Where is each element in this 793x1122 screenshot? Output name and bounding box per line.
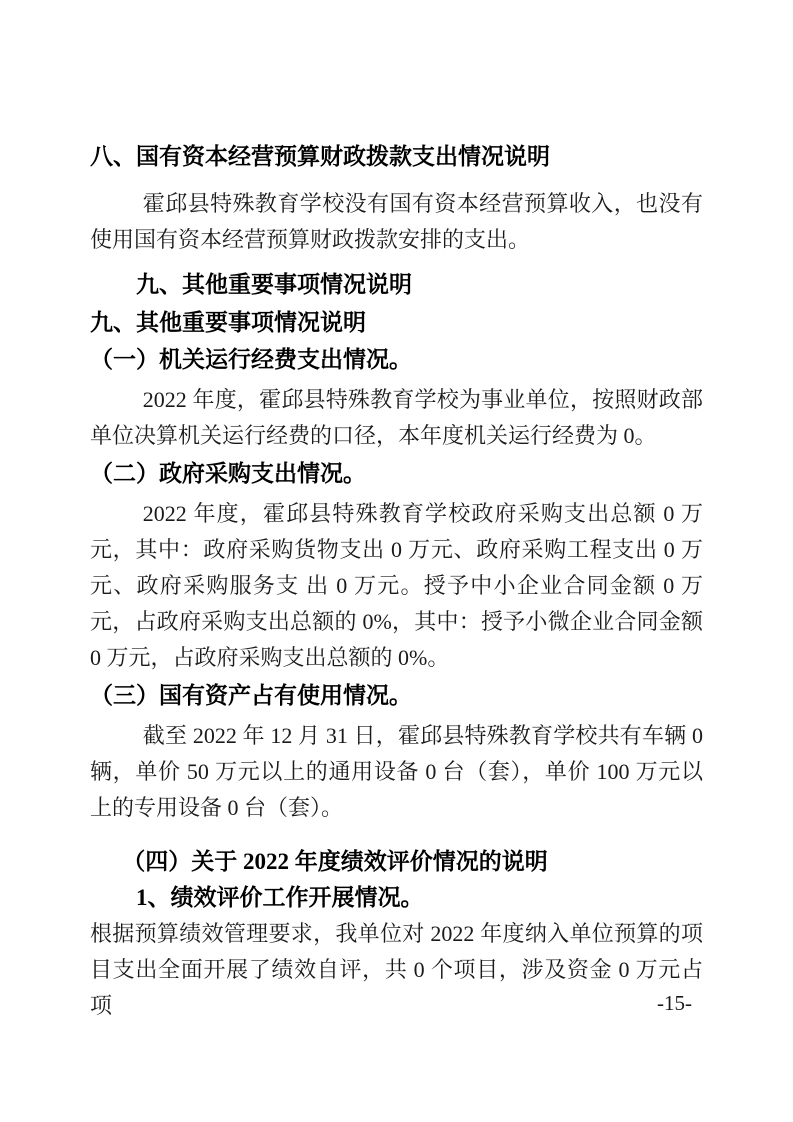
- page-number: -15-: [657, 991, 692, 1015]
- para-government-procurement: 2022 年度，霍邱县特殊教育学校政府采购支出总额 0 万元，其中：政府采购货物支出 0 万元、政府采购工程支出 0 万元、政府采购服务支 出 0 万元。授予中小企业合同金额 0 万元，占政府采购支出总额的 0%，其中：授予小微企业合同金额 0 万元，占政府采购支出总额的 0%。: [90, 501, 703, 670]
- heading-section-8-state-capital-budget: 八、国有资本经营预算财政拨款支出情况说明: [90, 143, 550, 169]
- heading-section-9: 九、其他重要事项情况说明: [90, 309, 366, 335]
- heading-item-3-state-assets: （三）国有资产占有使用情况。: [90, 683, 412, 708]
- heading-item-4-performance-evaluation: （四）关于 2022 年度绩效评价情况的说明: [122, 849, 548, 874]
- para-agency-operating-costs: 2022 年度，霍邱县特殊教育学校为事业单位，按照财政部单位决算机关运行经费的口径，本年度机关运行经费为 0。: [90, 387, 703, 448]
- para-performance-evaluation: 根据预算绩效管理要求，我单位对 2022 年度纳入单位预算的项目支出全面开展了绩效自评，共 0 个项目，涉及资金 0 万元占项: [90, 921, 703, 1018]
- heading-section-9-indented: 九、其他重要事项情况说明: [136, 271, 412, 297]
- para-state-capital-budget: 霍邱县特殊教育学校没有国有资本经营预算收入，也没有使用国有资本经营预算财政拨款安排的支出。: [90, 191, 703, 252]
- heading-performance-evaluation-work: 1、绩效评价工作开展情况。: [136, 885, 424, 910]
- heading-item-1-agency-operating-costs: （一）机关运行经费支出情况。: [90, 347, 412, 372]
- heading-item-2-government-procurement: （二）政府采购支出情况。: [90, 461, 366, 486]
- para-state-assets: 截至 2022 年 12 月 31 日，霍邱县特殊教育学校共有车辆 0 辆，单价 50 万元以上的通用设备 0 台（套），单价 100 万元以上的专用设备 0 台（套）。: [90, 723, 703, 820]
